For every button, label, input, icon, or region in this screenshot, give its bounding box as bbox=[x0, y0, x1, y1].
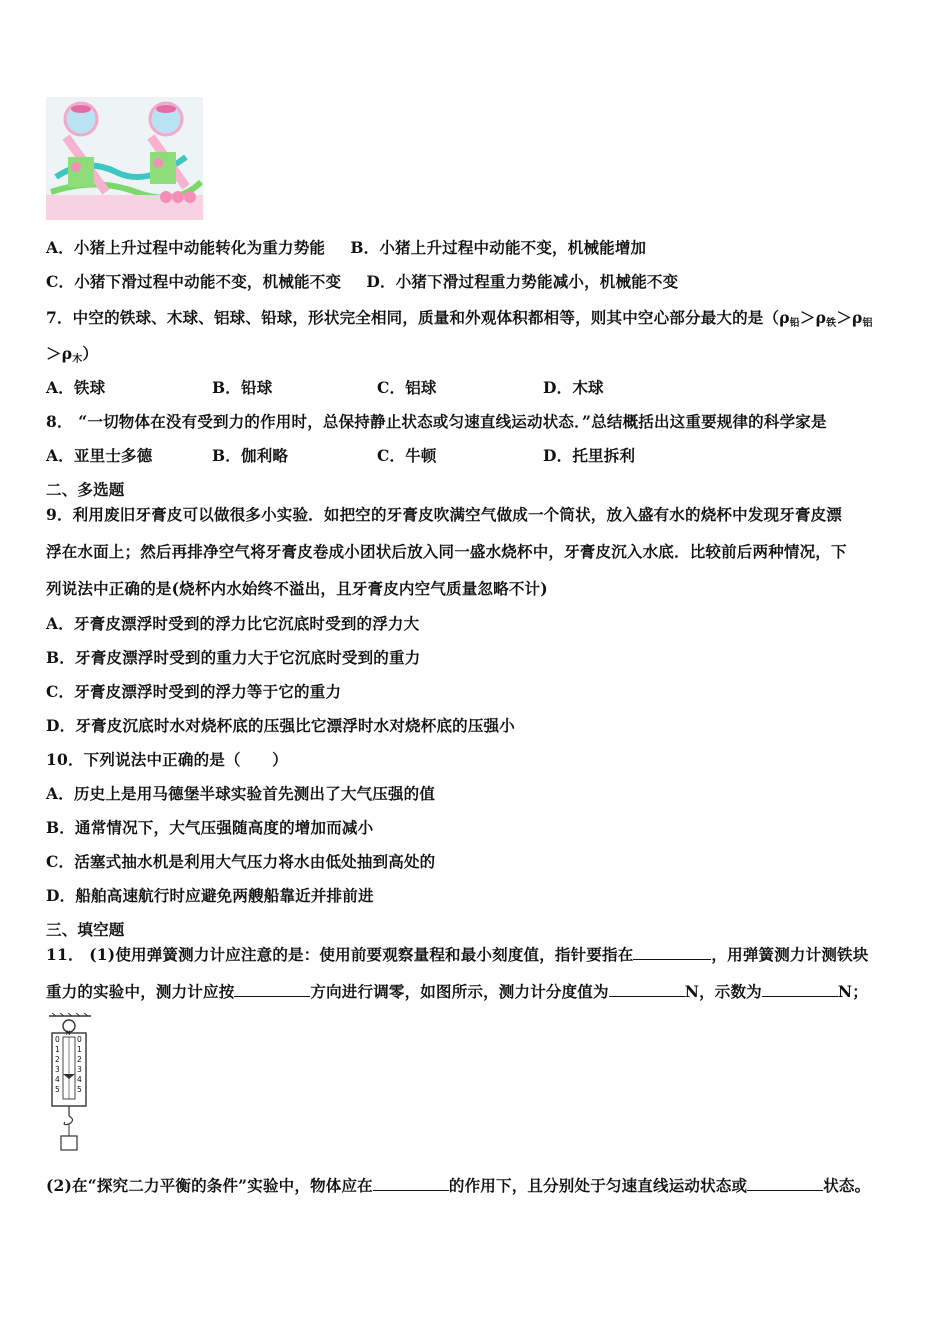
scale-left-3: 3 bbox=[55, 1065, 60, 1074]
q11-line2-text-b: 方向进行调零，如图所示，测力计分度值为 bbox=[310, 982, 609, 1001]
q6-options-row-1 bbox=[46, 236, 646, 258]
q8-stem: 8． “一切物体在没有受到力的作用时，总保持静止状态或匀速直线运动状态．”总结概括出这重要规律的科学家是 bbox=[46, 412, 827, 431]
q7-gt-3: ＞ρ bbox=[46, 344, 73, 363]
q7-stem-text: 7．中空的铁球、木球、铝球、铅球，形状完全相同，质量和外观体积都相等，则其中空心部分最大的是（ρ bbox=[46, 308, 790, 327]
scale-right-5: 5 bbox=[77, 1085, 82, 1094]
scale-right-4: 4 bbox=[77, 1075, 82, 1084]
q6-option-d: D．小猪下滑过程重力势能减小，机械能不变 bbox=[366, 272, 679, 291]
q7-stem bbox=[46, 306, 873, 329]
q10-option-b: B．通常情况下，大气压强随高度的增加而减小 bbox=[46, 818, 374, 837]
scale-unit: N bbox=[66, 1030, 71, 1037]
scale-right-1: 1 bbox=[77, 1045, 82, 1054]
q11-blank-3[interactable] bbox=[609, 982, 685, 997]
q9-stem-line2: 浮在水面上；然后再排净空气将牙膏皮卷成小团状后放入同一盛水烧杯中，牙膏皮沉入水底．比较前后两种情况，下 bbox=[46, 542, 847, 561]
scale-left-4: 4 bbox=[55, 1075, 60, 1084]
q6-option-a: A．小猪上升过程中动能转化为重力势能 bbox=[46, 238, 326, 257]
q7-gt-2: ＞ρ bbox=[836, 308, 863, 327]
q11-part2-text-c: 状态。 bbox=[823, 1176, 871, 1195]
spring-scale-drawing bbox=[46, 1012, 96, 1157]
scale-left-1: 1 bbox=[55, 1045, 60, 1054]
scale-left-2: 2 bbox=[55, 1055, 60, 1064]
q7-rho-al-sub: 铝 bbox=[862, 318, 873, 329]
q7-option-b: B．铅球 bbox=[212, 378, 273, 397]
q9-stem-line1: 9．利用废旧牙膏皮可以做很多小实验．如把空的牙膏皮吹满空气做成一个筒状，放入盛有水的烧杯中发现牙膏皮漂 bbox=[46, 505, 842, 524]
q11-part2-text-a: (2)在“探究二力平衡的条件”实验中，物体应在 bbox=[46, 1176, 373, 1195]
q11-part2 bbox=[46, 1174, 870, 1196]
q6-option-b: B．小猪上升过程中动能不变，机械能增加 bbox=[350, 238, 647, 257]
scale-right-3: 3 bbox=[77, 1065, 82, 1074]
q11-line1-text-b: ，用弹簧测力计测铁块 bbox=[711, 945, 869, 964]
scale-right-0: 0 bbox=[77, 1035, 82, 1044]
q7-stem-line2 bbox=[46, 342, 98, 365]
q9-option-c: C．牙膏皮漂浮时受到的浮力等于它的重力 bbox=[46, 682, 342, 701]
q11-line1-text-a: 11． (1)使用弹簧测力计应注意的是：使用前要观察量程和最小刻度值，指针要指在 bbox=[46, 945, 634, 964]
q7-rho-lead-sub: 铅 bbox=[789, 318, 800, 329]
q8-option-a: A．亚里士多德 bbox=[46, 446, 153, 465]
q11-blank-6[interactable] bbox=[747, 1176, 823, 1191]
section-fill-in-heading: 三、填空题 bbox=[46, 920, 125, 939]
q7-rho-iron-sub: 铁 bbox=[826, 318, 837, 329]
q6-options-row-2 bbox=[46, 270, 678, 292]
q11-part2-text-b: 的作用下，且分别处于匀速直线运动状态或 bbox=[448, 1176, 748, 1195]
q8-option-b: B．伽利略 bbox=[212, 446, 289, 465]
q7-gt-1: ＞ρ bbox=[799, 308, 827, 327]
q11-blank-2[interactable] bbox=[234, 982, 310, 997]
q8-option-d: D．托里拆利 bbox=[543, 446, 636, 465]
q9-option-a: A．牙膏皮漂浮时受到的浮力比它沉底时受到的浮力大 bbox=[46, 614, 420, 633]
q7-rho-wood-sub: 木 bbox=[72, 354, 83, 365]
q9-stem-line3: 列说法中正确的是(烧杯内水始终不溢出，且牙膏皮内空气质量忽略不计) bbox=[46, 579, 548, 598]
scale-right-2: 2 bbox=[77, 1055, 82, 1064]
q6-option-c: C．小猪下滑过程中动能不变，机械能不变 bbox=[46, 272, 342, 291]
scale-left-5: 5 bbox=[55, 1085, 60, 1094]
toy-slide-illustration bbox=[46, 97, 203, 220]
spring-scale-figure bbox=[46, 1012, 96, 1157]
q9-option-b: B．牙膏皮漂浮时受到的重力大于它沉底时受到的重力 bbox=[46, 648, 421, 667]
scale-left-0: 0 bbox=[55, 1035, 60, 1044]
q9-option-d: D．牙膏皮沉底时水对烧杯底的压强比它漂浮时水对烧杯底的压强小 bbox=[46, 716, 515, 735]
q11-line1 bbox=[46, 943, 868, 965]
q10-option-d: D．船舶高速航行时应避免两艘船靠近并排前进 bbox=[46, 886, 374, 905]
q7-close-paren: ） bbox=[82, 344, 99, 363]
q11-blank-5[interactable] bbox=[373, 1176, 449, 1191]
q10-option-c: C．活塞式抽水机是利用大气压力将水由低处抽到高处的 bbox=[46, 852, 436, 871]
section-multiple-choice-heading: 二、多选题 bbox=[46, 480, 125, 499]
q7-option-c: C．铝球 bbox=[377, 378, 437, 397]
q11-line2-text-a: 重力的实验中，测力计应按 bbox=[46, 982, 235, 1001]
q11-line2 bbox=[46, 980, 868, 1002]
q7-option-a: A．铁球 bbox=[46, 378, 106, 397]
q10-option-a: A．历史上是用马德堡半球实验首先测出了大气压强的值 bbox=[46, 784, 436, 803]
q8-option-c: C．牛顿 bbox=[377, 446, 437, 465]
q11-line2-text-c: N，示数为 bbox=[684, 982, 762, 1001]
q11-line2-text-d: N； bbox=[837, 982, 868, 1001]
q10-stem: 10．下列说法中正确的是（ ） bbox=[46, 750, 288, 769]
q7-option-d: D．木球 bbox=[543, 378, 604, 397]
toy-slide-photo bbox=[46, 97, 203, 220]
q11-blank-1[interactable] bbox=[633, 945, 711, 960]
q11-blank-4[interactable] bbox=[762, 982, 838, 997]
